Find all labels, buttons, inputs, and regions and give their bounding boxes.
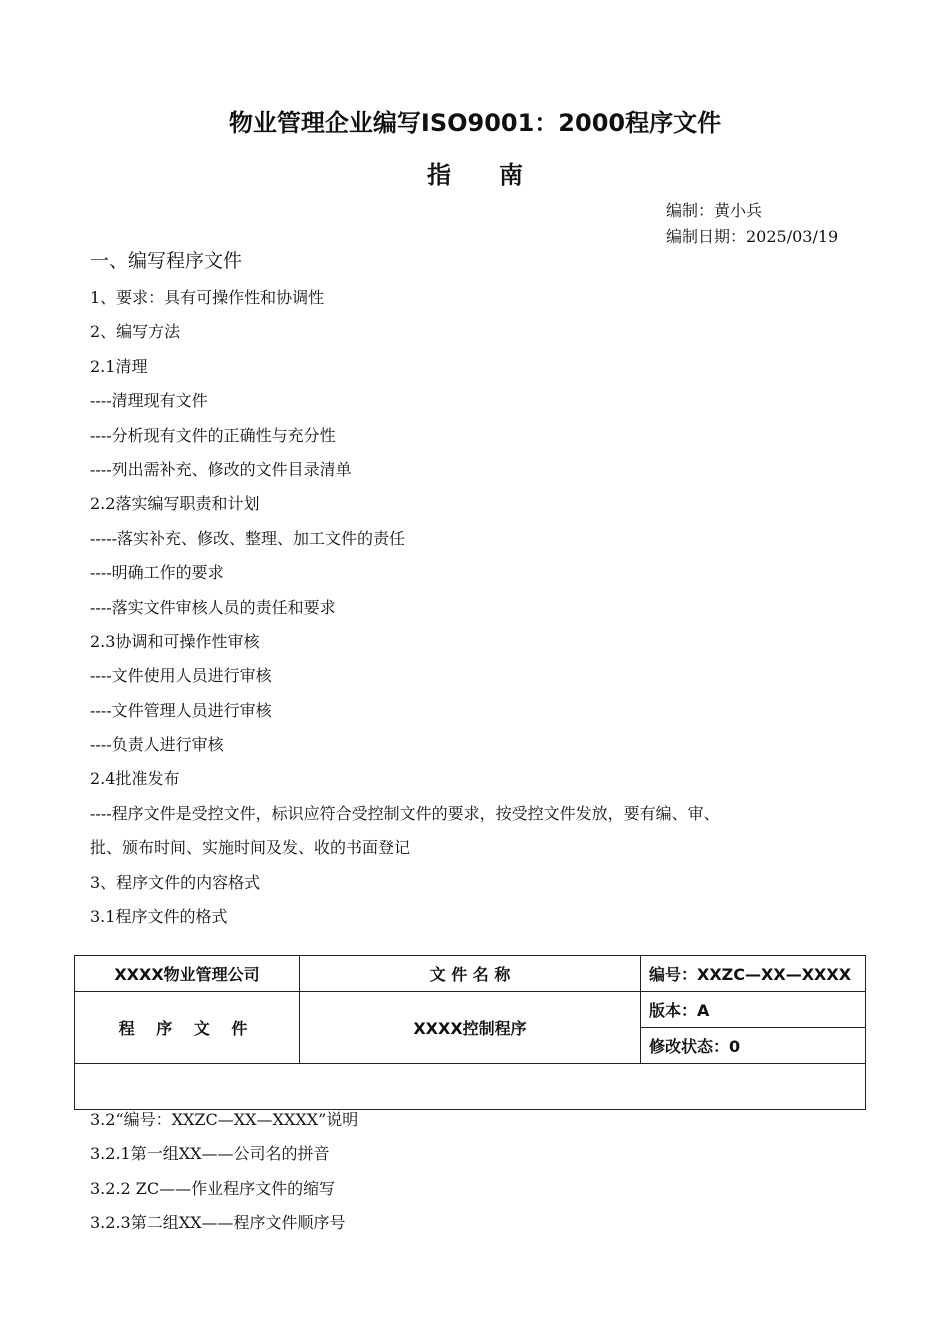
text-line: 3、程序文件的内容格式 — [90, 872, 261, 892]
revision-cell: 修改状态：0 — [641, 1028, 866, 1064]
text-line: 2.1清理 — [90, 356, 148, 376]
body-text — [90, 286, 870, 939]
procedure-header-table — [74, 955, 866, 1110]
text-line: ----列出需补充、修改的文件目录清单 — [90, 459, 352, 479]
code-cell: 编号：XXZC—XX—XXXX — [641, 956, 866, 992]
text-line: 2.4批准发布 — [90, 769, 180, 789]
doc-type-cell: 程 序 文 件 — [75, 992, 300, 1064]
text-line: 3.2“编号：XXZC—XX—XXXX”说明 — [90, 1110, 359, 1129]
text-line: 2、编写方法 — [90, 322, 181, 342]
text-line: ----负责人进行审核 — [90, 735, 224, 755]
text-line: 2.2落实编写职责和计划 — [90, 494, 260, 514]
text-line: ----文件管理人员进行审核 — [90, 700, 272, 720]
text-line: ----落实文件审核人员的责任和要求 — [90, 597, 336, 617]
text-line: 1、要求：具有可操作性和协调性 — [90, 288, 325, 307]
date-line: 编制日期：2025/03/19 — [666, 227, 839, 246]
document-title: 物业管理企业编写ISO9001：2000程序文件 — [228, 109, 722, 137]
text-line: -----落实补充、修改、整理、加工文件的责任 — [90, 528, 406, 548]
author-line: 编制：黄小兵 — [666, 201, 763, 220]
text-line: ----清理现有文件 — [90, 391, 208, 411]
text-line: ----明确工作的要求 — [90, 563, 224, 583]
document-subtitle: 指南 — [427, 161, 571, 189]
company-cell: XXXX物业管理公司 — [75, 956, 300, 992]
text-line: 批、颁布时间、实施时间及发、收的书面登记 — [90, 838, 411, 858]
version-cell: 版本：A — [641, 992, 866, 1028]
text-line: 3.2.1第一组XX——公司名的拼音 — [90, 1144, 330, 1164]
text-line: ----分析现有文件的正确性与充分性 — [90, 425, 336, 445]
after-table-text — [90, 1108, 870, 1246]
section-heading: 一、编写程序文件 — [90, 250, 243, 272]
text-line: ----程序文件是受控文件，标识应符合受控制文件的要求，按受控文件发放，要有编、审、 — [90, 803, 720, 823]
text-line: 3.2.2 ZC——作业程序文件的缩写 — [90, 1178, 336, 1198]
text-line: 3.1程序文件的格式 — [90, 907, 228, 927]
procedure-name-cell: XXXX控制程序 — [300, 992, 641, 1064]
text-line: 2.3协调和可操作性审核 — [90, 631, 260, 651]
text-line: 3.2.3第二组XX——程序文件顺序号 — [90, 1213, 346, 1233]
text-line: ----文件使用人员进行审核 — [90, 666, 272, 686]
empty-table-row — [75, 1064, 866, 1110]
file-name-header-cell: 文 件 名 称 — [300, 956, 641, 992]
